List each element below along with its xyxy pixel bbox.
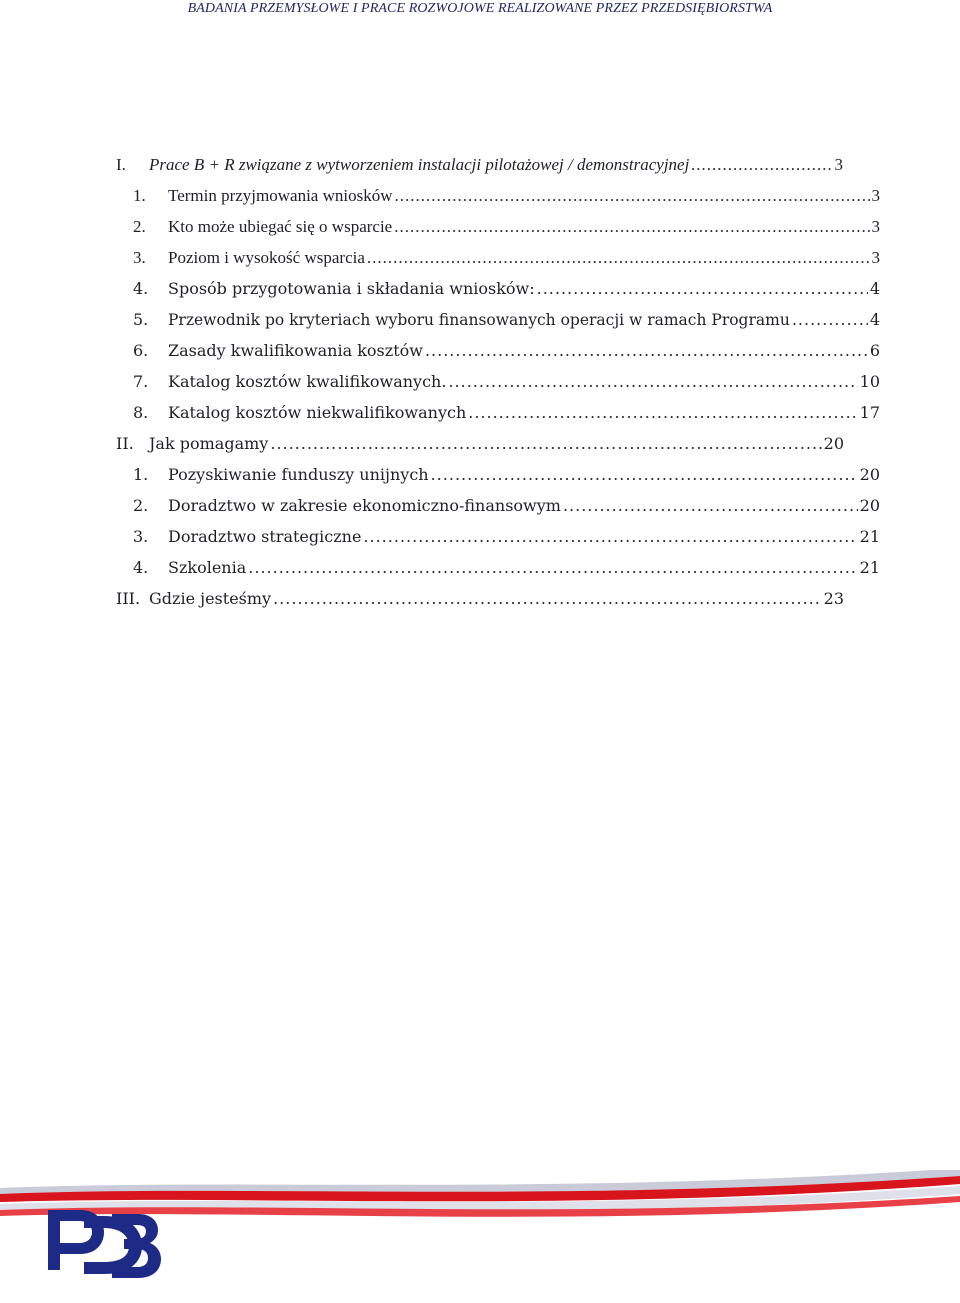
- toc-entry[interactable]: [133, 521, 880, 552]
- toc-title: Kto może ubiegać się o wsparcie: [168, 217, 393, 236]
- toc-leader: [537, 273, 868, 304]
- pdb-logo-letters: [48, 1210, 161, 1278]
- toc-entry[interactable]: [133, 366, 880, 397]
- toc-leader: [563, 490, 858, 521]
- toc-number: 1.: [133, 186, 146, 205]
- toc-number: 8.: [133, 403, 149, 422]
- toc-entry[interactable]: [133, 490, 880, 521]
- toc-page-number: 20: [859, 496, 880, 515]
- toc-title: Doradztwo strategiczne: [168, 527, 362, 546]
- toc-leader: [270, 428, 821, 459]
- toc-leader: [431, 459, 858, 490]
- toc-title: Katalog kosztów kwalifikowanych.: [168, 372, 447, 391]
- toc-page-number: 21: [859, 558, 880, 577]
- toc-page-number: 4: [869, 279, 880, 298]
- toc-number: 7.: [133, 372, 149, 391]
- toc-number: 1.: [133, 465, 149, 484]
- toc-number: 3.: [133, 527, 149, 546]
- running-header: BADANIA PRZEMYSŁOWE I PRACE ROZWOJOWE REALIZOWANE PRZEZ PRZEDSIĘBIORSTWA: [187, 1, 773, 16]
- toc-number: II.: [116, 434, 134, 453]
- toc-page-number: 3: [871, 248, 880, 267]
- toc-number: 4.: [133, 279, 149, 298]
- toc-title: Jak pomagamy: [149, 434, 269, 453]
- toc-entry[interactable]: [133, 397, 880, 428]
- toc-page-number: 6: [869, 341, 880, 360]
- toc-number: I.: [116, 155, 126, 174]
- toc-page-number: 20: [859, 465, 880, 484]
- toc-number: 6.: [133, 341, 149, 360]
- toc-leader: [792, 304, 868, 335]
- toc-number: 5.: [133, 310, 149, 329]
- toc-page-number: 23: [823, 589, 844, 608]
- toc-title: Pozyskiwanie funduszy unijnych: [168, 465, 429, 484]
- toc-leader: [448, 366, 857, 397]
- toc-entry[interactable]: [133, 459, 880, 490]
- toc-entry-section-2[interactable]: [116, 428, 844, 459]
- toc-entry[interactable]: [133, 180, 880, 211]
- toc-number: 3.: [133, 248, 146, 267]
- toc-leader: [691, 149, 832, 180]
- toc-number: 2.: [133, 217, 146, 236]
- toc-leader: [425, 335, 868, 366]
- toc-entry[interactable]: [133, 242, 880, 273]
- toc-title: Przewodnik po kryteriach wyboru finansowanych operacji w ramach Programu: [168, 311, 790, 329]
- toc-title: Prace B + R związane z wytworzeniem instalacji pilotażowej / demonstracyjnej: [149, 155, 690, 174]
- toc-page-number: 4: [869, 310, 880, 329]
- toc-title: Katalog kosztów niekwalifikowanych: [168, 403, 467, 422]
- toc-page-number: 3: [834, 155, 843, 174]
- toc-title: Sposób przygotowania i składania wniosków:: [168, 279, 535, 298]
- toc-entry[interactable]: [133, 552, 880, 583]
- toc-entry[interactable]: [133, 211, 880, 242]
- toc-page-number: 3: [871, 217, 880, 236]
- toc-page-number: 20: [823, 434, 844, 453]
- toc-page-number: 10: [859, 372, 880, 391]
- toc-entry-section-1[interactable]: [116, 149, 843, 180]
- toc-number: III.: [116, 589, 141, 608]
- toc-page-number: 17: [859, 403, 880, 422]
- toc-title: Gdzie jesteśmy: [149, 589, 272, 608]
- toc-page-number: 21: [859, 527, 880, 546]
- toc-entry-section-3[interactable]: [116, 583, 844, 614]
- footer-logo-band: [0, 1170, 960, 1299]
- toc-leader: [248, 552, 857, 583]
- toc-entry[interactable]: [133, 335, 880, 366]
- toc-leader: [367, 242, 870, 273]
- toc-leader: [363, 521, 857, 552]
- toc-title: Szkolenia: [168, 558, 247, 577]
- toc-leader: [394, 211, 869, 242]
- toc-leader: [273, 583, 822, 614]
- pdb-logo-icon: [0, 1170, 960, 1299]
- toc-number: 4.: [133, 558, 149, 577]
- toc-title: Termin przyjmowania wniosków: [168, 186, 393, 205]
- toc-title: Zasady kwalifikowania kosztów: [168, 341, 423, 360]
- toc-title: Doradztwo w zakresie ekonomiczno-finansowym: [168, 496, 561, 515]
- toc-leader: [395, 180, 870, 211]
- toc-leader: [468, 397, 857, 428]
- toc-page-number: 3: [871, 186, 880, 205]
- toc-title: Poziom i wysokość wsparcia: [168, 248, 365, 267]
- toc-number: 2.: [133, 496, 149, 515]
- toc-entry[interactable]: [133, 273, 880, 304]
- toc-entry[interactable]: [133, 304, 880, 335]
